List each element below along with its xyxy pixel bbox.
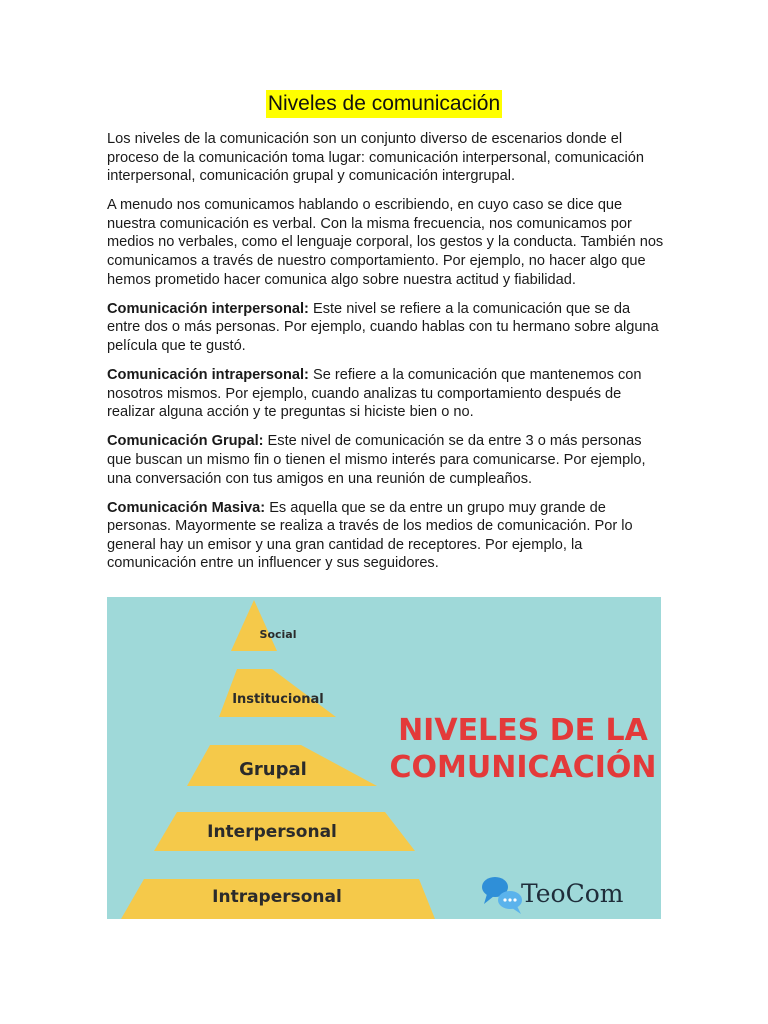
infographic-heading-line1: NIVELES DE LA [398, 713, 648, 748]
infographic-svg [107, 597, 661, 919]
paragraph-verbal-text: A menudo nos comunicamos hablando o escribiendo, en cuyo caso se dice que nuestra comunicación es verbal. Con la misma frecuencia, nos comunicamos por medios no verbales, como el lenguaje corporal, los gestos y la conducta. También nos comunicamos a través de nuestro comportamiento. Por ejemplo, no hacer algo que hemos prometido hacer comunica algo sobre nuestra actitud y fiabilidad. [107, 197, 664, 288]
title-wrap [0, 90, 768, 118]
pyramid-label-institucional: Institucional [232, 692, 324, 707]
paragraph-intro [107, 130, 667, 186]
paragraph-interpersonal-text: Este nivel se refiere a la comunicación que se da entre dos o más personas. Por ejemplo, cuando hablas con tu hermano sobre alguna película que te gustó. [107, 300, 659, 354]
chat-bubbles-icon [482, 877, 522, 914]
paragraph-verbal [107, 196, 667, 289]
paragraph-intrapersonal [107, 366, 667, 422]
paragraph-intro-text: Los niveles de la comunicación son un conjunto diverso de escenarios donde el proceso de la comunicación toma lugar: comunicación interpersonal, comunicación interpersonal, comunicación grupal y comunicación intergrupal. [107, 131, 645, 185]
paragraph-masiva-text: Es aquella que se da entre un grupo muy grande de personas. Mayormente se realiza a través de los medios de comunicación. Por lo general hay un emisor y una gran cantidad de receptores. Por ejemplo, la comunicación entre un influencer y sus seguidores. [107, 499, 633, 572]
pyramid-level-social [231, 600, 277, 651]
brand-name: TeoCom [521, 879, 624, 908]
pyramid-label-social: Social [259, 628, 297, 641]
paragraph-grupal [107, 432, 667, 488]
infographic-image [107, 597, 661, 919]
paragraph-masiva [107, 499, 667, 573]
term-interpersonal: Comunicación interpersonal: [107, 300, 309, 317]
pyramid-label-grupal: Grupal [239, 759, 307, 780]
page-title: Niveles de comunicación [266, 90, 502, 118]
pyramid-label-intrapersonal: Intrapersonal [212, 887, 342, 907]
paragraph-grupal-text: Este nivel de comunicación se da entre 3 o más personas que buscan un mismo fin o tienen el mismo interés para comunicarse. Por ejemplo, una conversación con tus amigos en una reunión de cumpleaños. [107, 433, 646, 487]
pyramid-label-interpersonal: Interpersonal [207, 822, 337, 842]
term-intrapersonal: Comunicación intrapersonal: [107, 367, 309, 384]
paragraph-intrapersonal-text: Se refiere a la comunicación que mantenemos con nosotros mismos. Por ejemplo, cuando analizas tu comportamiento después de realizar alguna acción y te preguntas si hiciste bien o no. [107, 367, 642, 421]
document-body [107, 130, 667, 583]
term-grupal: Comunicación Grupal: [107, 433, 264, 450]
term-masiva: Comunicación Masiva: [107, 499, 266, 516]
paragraph-interpersonal [107, 300, 667, 356]
infographic-heading-line2: COMUNICACIÓN [389, 750, 657, 785]
